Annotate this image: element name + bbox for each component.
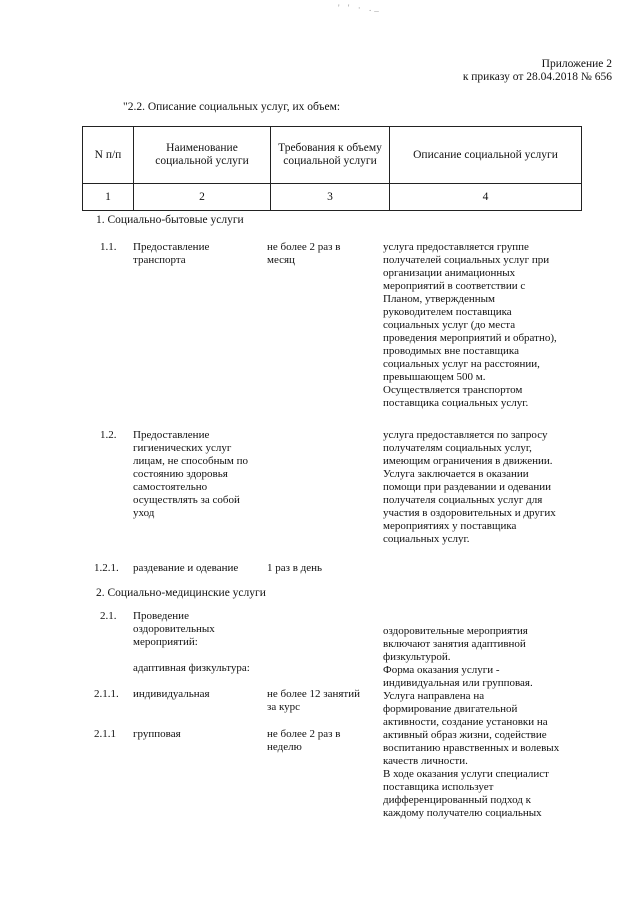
service-subtitle: адаптивная физкультура: — [133, 662, 250, 674]
text-line: месяц — [267, 254, 295, 266]
col-number-2: 2 — [134, 184, 271, 211]
text-line: неделю — [267, 741, 302, 753]
text-line: Проведение — [133, 610, 189, 622]
text-line: В ходе оказания услуги специалист — [383, 768, 549, 780]
text-line: услуга предоставляется по запросу — [383, 429, 548, 441]
section-title-2: 2. Социально-медицинские услуги — [96, 587, 266, 599]
text-line: Предоставление — [133, 429, 210, 441]
text-line: Услуга заключается в оказании — [383, 468, 529, 480]
header-service-name: Наименование социальной услуги — [134, 127, 271, 184]
text-line: за курс — [267, 701, 301, 713]
section-title-1: 1. Социально-бытовые услуги — [96, 214, 244, 226]
text-line: мероприятиях у поставщика — [383, 520, 517, 532]
header-number: N п/п — [83, 127, 134, 184]
text-line: Планом, утвержденным — [383, 293, 495, 305]
text-line: организации анимационных — [383, 267, 516, 279]
text-line: активный образ жизни, содействие — [383, 729, 547, 741]
appendix-title: Приложение 2 — [541, 58, 612, 70]
text-line: Предоставление — [133, 241, 210, 253]
text-line: превышающем 500 м. — [383, 371, 486, 383]
text-line: физкультурой. — [383, 651, 451, 663]
text-line: мероприятий в соответствии с — [383, 280, 526, 292]
row-number: 2.1. — [100, 610, 117, 622]
text-line: не более 2 раз в — [267, 728, 341, 740]
text-line: получателям социальных услуг, — [383, 442, 532, 454]
order-reference: к приказу от 28.04.2018 № 656 — [462, 71, 612, 83]
text-line: получателей социальных услуг при — [383, 254, 550, 266]
text-line: имеющим ограничения в движении. — [383, 455, 553, 467]
service-volume — [267, 728, 367, 754]
text-line: Услуга направлена на — [383, 690, 485, 702]
row-number: 1.2. — [100, 429, 117, 441]
text-line: участия в оздоровительных и других — [383, 507, 556, 519]
text-line: оздоровительных — [133, 623, 215, 635]
text-line: поставщика социальных услуг. — [383, 397, 529, 409]
services-table-header — [82, 126, 582, 211]
service-name — [133, 241, 268, 267]
section-heading: "2.2. Описание социальных услуг, их объем: — [123, 101, 341, 113]
service-description — [383, 241, 583, 410]
appendix-reference — [463, 58, 612, 84]
text-line: не более 2 раз в — [267, 241, 341, 253]
text-line: осуществлять за собой — [133, 494, 240, 506]
text-line: проведения мероприятий и обратно), — [383, 332, 557, 344]
row-number: 1.2.1. — [94, 562, 119, 574]
text-line: помощи при раздевании и одевании — [383, 481, 552, 493]
text-line: индивидуальная или групповая. — [383, 677, 533, 689]
service-volume: 1 раз в день — [267, 562, 323, 574]
text-line: каждому получателю социальных — [383, 807, 542, 819]
scan-artifact: ' ' · ._ — [338, 3, 382, 13]
service-volume — [267, 688, 367, 714]
service-description — [383, 625, 583, 820]
text-line: оздоровительные мероприятия — [383, 625, 528, 637]
text-line: получателя социальных услуг для — [383, 494, 543, 506]
text-line: формирование двигательной — [383, 703, 518, 715]
service-name — [133, 610, 268, 649]
text-line: самостоятельно — [133, 481, 208, 493]
text-line: состоянию здоровья — [133, 468, 228, 480]
text-line: качеств личности. — [383, 755, 468, 767]
text-line: мероприятий: — [133, 636, 198, 648]
text-line: лицам, не способным по — [133, 455, 249, 467]
text-line: уход — [133, 507, 155, 519]
text-line: Осуществляется транспортом — [383, 384, 523, 396]
row-number: 2.1.1. — [94, 688, 119, 700]
col-number-1: 1 — [83, 184, 134, 211]
text-line: активности, создание установки на — [383, 716, 548, 728]
text-line: руководителем поставщика — [383, 306, 512, 318]
col-number-3: 3 — [271, 184, 390, 211]
text-line: не более 12 занятий — [267, 688, 360, 700]
service-name — [133, 429, 268, 520]
service-name: раздевание и одевание — [133, 562, 239, 574]
row-number: 1.1. — [100, 241, 117, 253]
header-description: Описание социальной услуги — [390, 127, 582, 184]
text-line: транспорта — [133, 254, 186, 266]
text-line: Форма оказания услуги - — [383, 664, 500, 676]
text-line: гигиенических услуг — [133, 442, 232, 454]
row-number: 2.1.1 — [94, 728, 116, 740]
text-line: социальных услуг. — [383, 533, 470, 545]
text-line: социальных услуг на расстоянии, — [383, 358, 540, 370]
text-line: проводимых вне поставщика — [383, 345, 519, 357]
text-line: услуга предоставляется группе — [383, 241, 529, 253]
header-volume: Требования к объему социальной услуги — [271, 127, 390, 184]
service-name: индивидуальная — [133, 688, 210, 700]
text-line: воспитанию нравственных и волевых — [383, 742, 560, 754]
text-line: дифференцированный подход к — [383, 794, 531, 806]
text-line: поставщика использует — [383, 781, 494, 793]
service-name: групповая — [133, 728, 181, 740]
text-line: включают занятия адаптивной — [383, 638, 526, 650]
text-line: социальных услуг (до места — [383, 319, 516, 331]
service-description — [383, 429, 583, 546]
service-volume — [267, 241, 367, 267]
col-number-4: 4 — [390, 184, 582, 211]
